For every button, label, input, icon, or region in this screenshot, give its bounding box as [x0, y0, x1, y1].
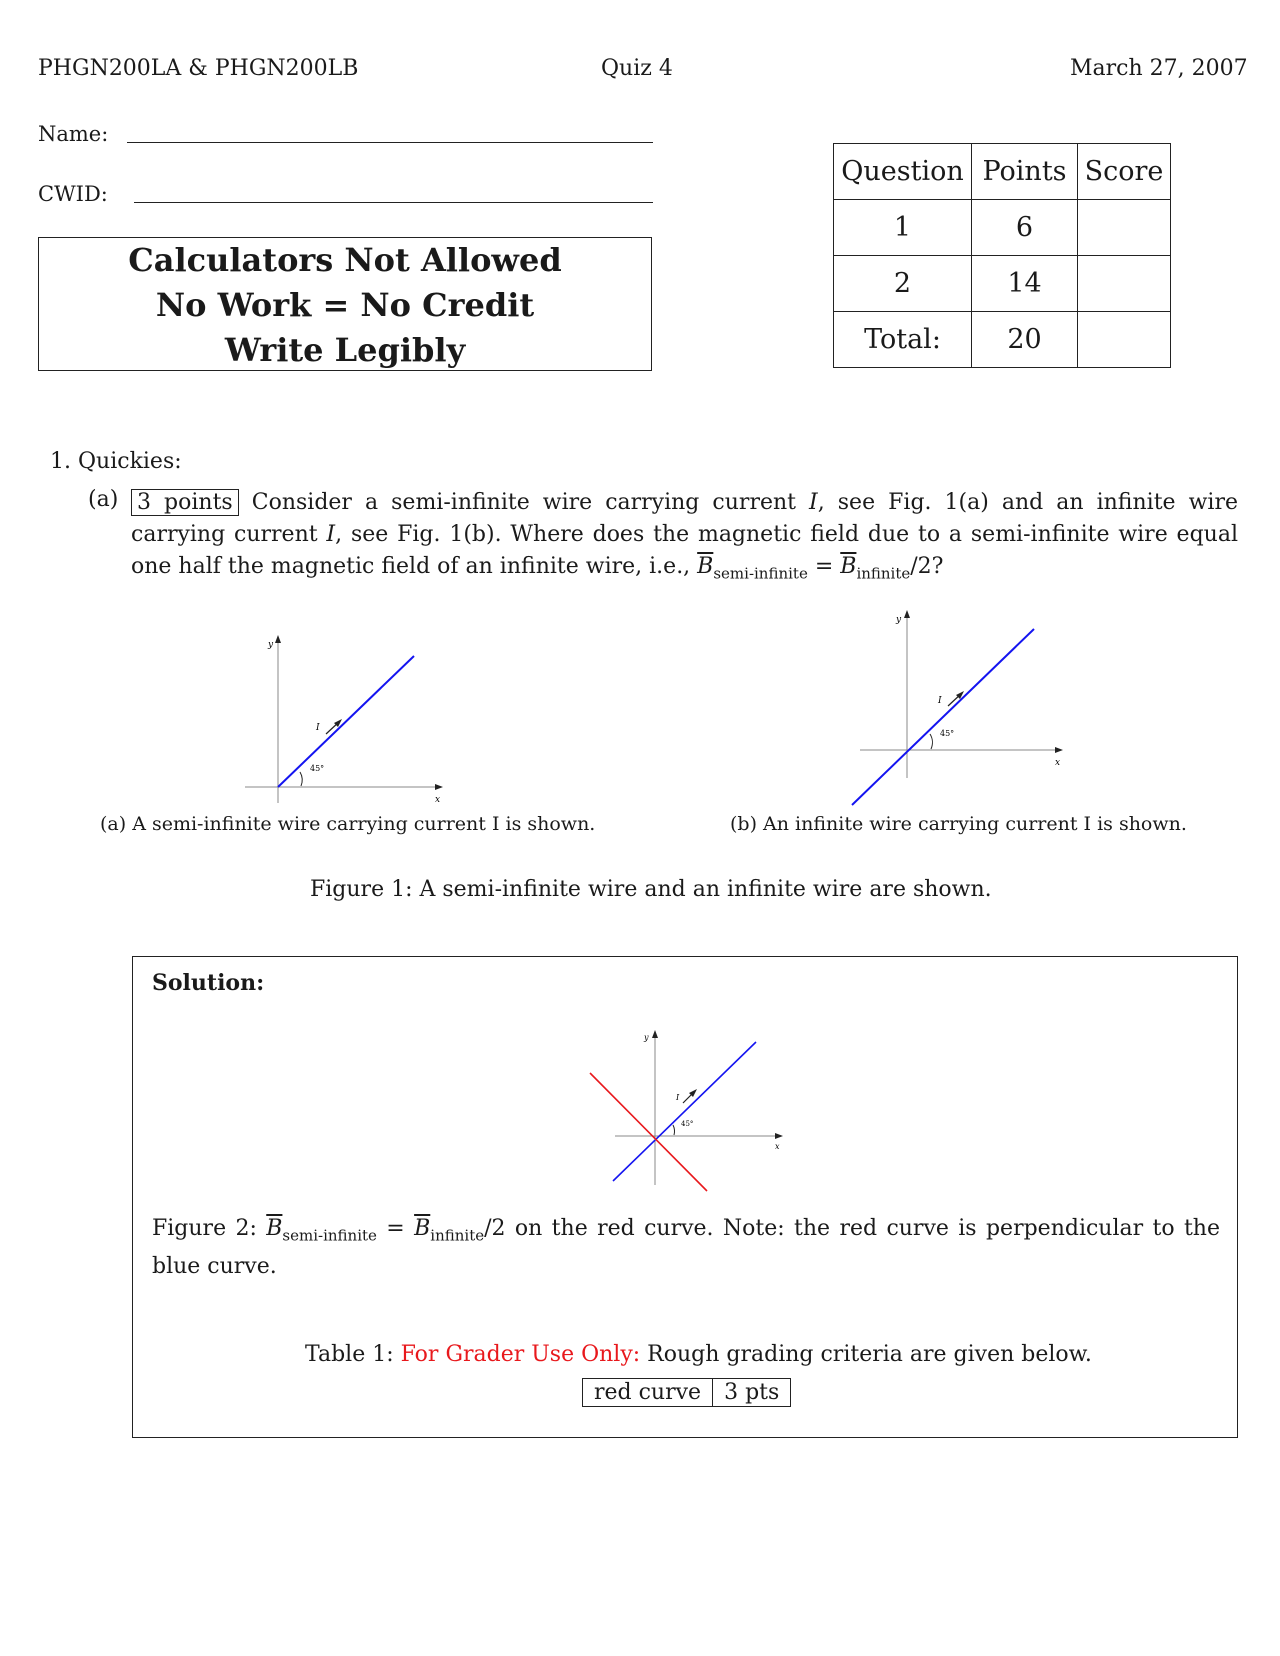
angle-label: 45°	[940, 729, 955, 738]
current-label: I	[676, 1093, 680, 1102]
equals-sign: =	[807, 554, 841, 579]
y-axis-arrowhead	[904, 610, 910, 618]
subscript-infinite: infinite	[430, 1226, 485, 1245]
y-axis-label: y	[644, 1033, 649, 1042]
question-number: 2	[834, 256, 972, 312]
y-axis-label: y	[896, 615, 902, 625]
name-label: Name:	[38, 122, 109, 146]
question-1-heading	[50, 449, 182, 474]
infinite-wire	[852, 629, 1034, 805]
total-points: 20	[972, 312, 1078, 368]
x-axis-label: x	[435, 795, 441, 805]
figure-1-caption: Figure 1: A semi-infinite wire and an infinite wire are shown.	[310, 877, 992, 902]
criterion-points: 3 pts	[713, 1379, 791, 1407]
y-axis-label: y	[268, 640, 274, 650]
red-curve	[590, 1073, 707, 1191]
angle-arc	[300, 772, 302, 786]
cwid-line[interactable]	[134, 202, 653, 203]
table-row	[834, 256, 1171, 312]
criterion-item: red curve	[583, 1379, 713, 1407]
question-points: 14	[972, 256, 1078, 312]
wire-blue-curve	[613, 1042, 756, 1181]
angle-arc	[930, 734, 932, 749]
table-1-caption	[305, 1342, 1092, 1367]
figure-2-prefix: Figure 2:	[152, 1216, 267, 1241]
part-a-text-2: , see Fig. 1(a) and an infinite wire carrying current	[131, 490, 1238, 547]
current-symbol: I	[326, 522, 336, 547]
y-axis-arrowhead	[652, 1030, 658, 1038]
header-question: Question	[834, 144, 972, 200]
table-caption-rest: Rough grading criteria are given below.	[640, 1342, 1092, 1367]
table-row	[583, 1379, 791, 1407]
course-code: PHGN200LA & PHGN200LB	[38, 56, 359, 81]
current-symbol: I	[809, 490, 818, 515]
question-title: Quickies:	[78, 449, 182, 474]
subscript-semi-infinite: semi-infinite	[713, 564, 808, 583]
grading-criteria-table	[582, 1378, 791, 1407]
subscript-infinite: infinite	[856, 564, 911, 583]
header-points: Points	[972, 144, 1078, 200]
total-score-cell[interactable]	[1078, 312, 1171, 368]
angle-arc	[673, 1125, 674, 1135]
part-a-text-1: Consider a semi-infinite wire carrying current	[251, 490, 810, 515]
angle-label: 45°	[310, 764, 325, 773]
x-axis-arrowhead	[435, 784, 443, 790]
quiz-title: Quiz 4	[601, 56, 673, 81]
quiz-date: March 27, 2007	[1070, 56, 1248, 81]
score-cell[interactable]	[1078, 200, 1171, 256]
question-number: 1.	[50, 449, 71, 474]
score-cell[interactable]	[1078, 256, 1171, 312]
b-vector-symbol: $\overline{B}$	[697, 554, 714, 579]
current-label: I	[316, 723, 320, 733]
angle-label: 45°	[681, 1120, 694, 1128]
x-axis-arrowhead	[775, 1133, 783, 1139]
part-a-label: (a)	[88, 487, 119, 512]
b-vector-symbol: $\overline{B}$	[840, 554, 857, 579]
table-caption-prefix: Table 1:	[305, 1342, 401, 1367]
current-label: I	[938, 696, 942, 706]
notice-line-3: Write Legibly	[224, 331, 466, 369]
x-axis-label: x	[1055, 758, 1061, 768]
equals-sign: =	[376, 1216, 415, 1241]
figure-1a-diagram	[230, 630, 450, 810]
b-vector-symbol: $\overline{B}$	[414, 1216, 431, 1241]
figure-1a-caption: (a) A semi-infinite wire carrying current I is shown.	[100, 813, 596, 835]
part-a-text	[131, 487, 1238, 589]
figure-2-diagram	[585, 1025, 785, 1197]
notice-line-2: No Work = No Credit	[155, 286, 535, 324]
cwid-label: CWID:	[38, 182, 108, 206]
table-row	[834, 200, 1171, 256]
figure-1b-caption: (b) An infinite wire carrying current I is shown.	[730, 813, 1187, 835]
header-score: Score	[1078, 144, 1171, 200]
instructions-box	[38, 237, 652, 371]
points-badge: 3 points	[131, 489, 239, 516]
part-a-text-3: , see Fig. 1(b). Where does the magnetic field due to a semi-infinite wire equal one half the magnetic field of an infinite wire, i.e.,	[131, 522, 1238, 579]
question-points: 6	[972, 200, 1078, 256]
b-vector-symbol: $\overline{B}$	[266, 1216, 283, 1241]
figure-1b-diagram	[850, 605, 1070, 810]
points-table	[833, 143, 1171, 368]
part-a-tail: /2?	[910, 554, 944, 579]
x-axis-label: x	[775, 1142, 780, 1151]
figure-2-text: /2 on the red curve. Note: the red curve is perpendicular to the blue curve.	[152, 1216, 1220, 1280]
x-axis-arrowhead	[1055, 747, 1063, 753]
notice-line-1: Calculators Not Allowed	[128, 241, 562, 279]
question-number: 1	[834, 200, 972, 256]
subscript-semi-infinite: semi-infinite	[282, 1226, 377, 1245]
total-label: Total:	[834, 312, 972, 368]
points-table-header	[834, 144, 1171, 200]
semi-infinite-wire	[278, 656, 414, 787]
grader-only-label: For Grader Use Only:	[400, 1342, 641, 1367]
figure-2-caption	[152, 1213, 1220, 1282]
name-line[interactable]	[127, 142, 653, 143]
y-axis-arrowhead	[275, 635, 281, 643]
solution-label: Solution:	[152, 970, 265, 996]
table-row	[834, 312, 1171, 368]
